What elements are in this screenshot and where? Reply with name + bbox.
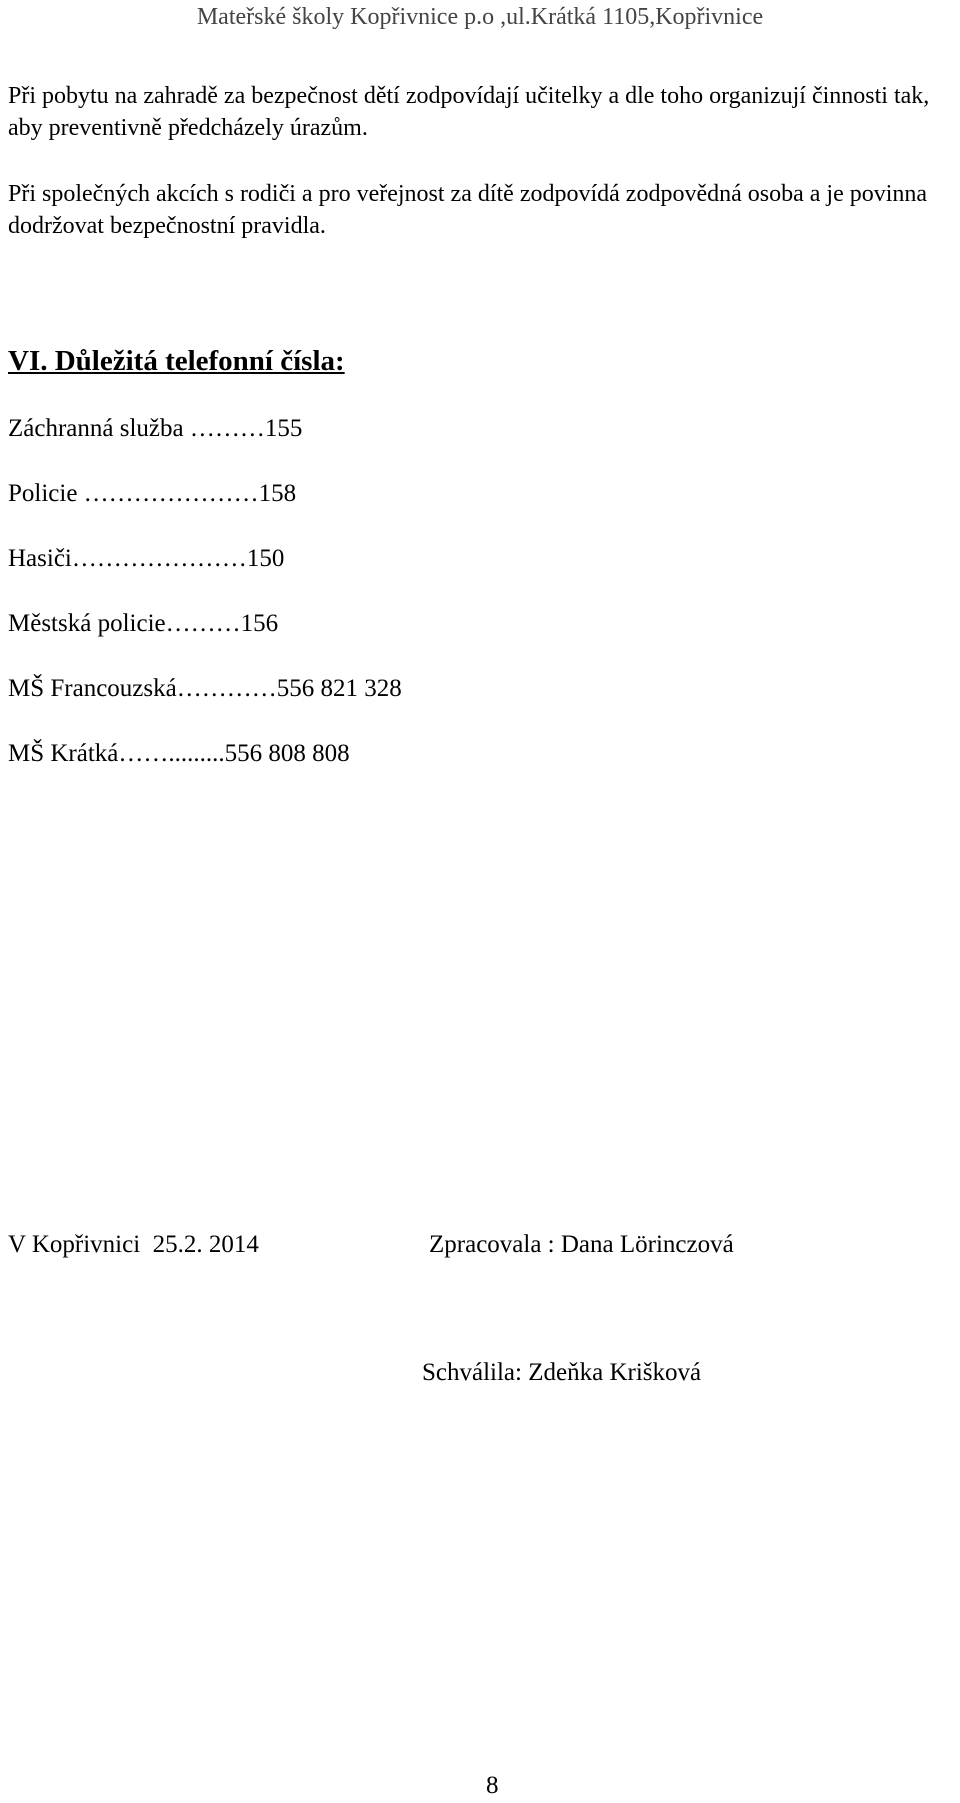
approved-by: Schválila: Zdeňka Krišková xyxy=(422,1359,702,1386)
place-date: V Kopřivnici 25.2. 2014 xyxy=(8,1231,259,1258)
paragraph-garden-safety: Při pobytu na zahradě za bezpečnost dětí zodpovídají učitelky a dle toho organizují činnosti tak, aby preventivně předcházely úrazům. xyxy=(8,83,930,141)
phone-item-city-police: Městská policie………156 xyxy=(8,610,279,637)
prepared-by: Zpracovala : Dana Lörinczová xyxy=(429,1231,734,1258)
paragraph-events-safety: Při společných akcích s rodiči a pro veřejnost za dítě zodpovídá zodpovědná osoba a je povinna dodržovat bezpečnostní pravidla. xyxy=(8,181,928,239)
page-number: 8 xyxy=(486,1772,499,1799)
phone-item-firefighters: Hasiči…………………150 xyxy=(8,545,285,572)
phone-item-ms-francouzska: MŠ Francouzská…………556 821 328 xyxy=(8,675,402,702)
phone-number-list xyxy=(8,412,402,802)
document-header: Mateřské školy Kopřivnice p.o ,ul.Krátká 1105,Kopřivnice xyxy=(196,4,764,30)
section-heading-phone-numbers: VI. Důležitá telefonní čísla: xyxy=(8,345,345,377)
phone-item-ms-kratka: MŠ Krátká…….........556 808 808 xyxy=(8,740,350,767)
phone-item-police: Policie …………………158 xyxy=(8,480,297,507)
phone-item-rescue: Záchranná služba ………155 xyxy=(8,415,303,442)
